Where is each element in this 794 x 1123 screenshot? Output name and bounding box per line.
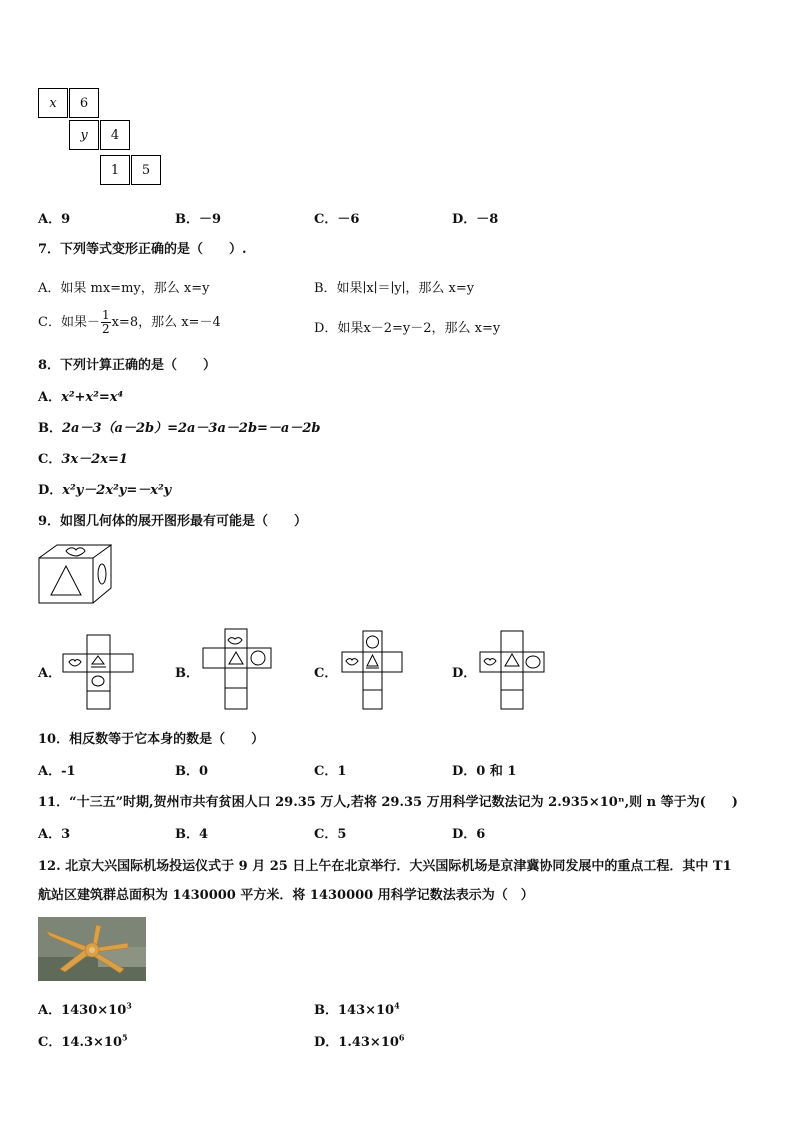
fraction-denominator: 2 (101, 322, 110, 336)
q6-option-c: C．－6 (314, 212, 360, 227)
q8-option-a (38, 386, 123, 405)
airport-aerial-photo (38, 917, 146, 981)
circle-icon (251, 651, 265, 665)
q11-option-d: D．6 (452, 827, 486, 842)
q9-label-c: C． (314, 666, 338, 681)
q6-option-d: D．－8 (452, 212, 499, 227)
q12-option-b (314, 999, 400, 1018)
q12-option-c (38, 1031, 128, 1050)
circle-icon (526, 656, 540, 668)
q12-option-d-exponent: 6 (398, 1032, 405, 1043)
net-option-b (202, 628, 274, 710)
q11-option-c: C．5 (314, 827, 347, 842)
q12-option-b-base: B．143×10 (314, 1003, 395, 1018)
q8-option-c-expr: 3x－2x=1 (61, 452, 128, 467)
q12-option-a-base: A．1430×10 (38, 1003, 127, 1018)
heart-icon (484, 659, 496, 665)
q10-option-a: A．-1 (38, 764, 76, 779)
triangle-icon (51, 566, 81, 595)
q12-option-b-exponent: 4 (394, 1000, 400, 1011)
q12-option-a-exponent: 3 (126, 1000, 132, 1011)
q12-option-c-base: C．14.3×10 (38, 1035, 122, 1050)
triangle-icon (505, 654, 519, 666)
grid-cell-6: 6 (69, 88, 99, 118)
grid-cell-x: x (38, 88, 68, 118)
q7-option-c-prefix: C．如果－ (38, 315, 100, 330)
q12-stem-line2: 航站区建筑群总面积为 1430000 平方米．将 1430000 用科学记数法表示为（ ） (38, 888, 534, 903)
fraction-one-half (101, 309, 111, 336)
net-option-c (341, 630, 403, 710)
q8-option-c (38, 448, 128, 467)
q11-stem: 11．“十三五”时期,贺州市共有贫困人口 29.35 万人,若将 29.35 万用科学记数法记为 2.935×10ⁿ,则 n 等于为( ) (38, 795, 738, 810)
q8-option-b (38, 417, 321, 436)
circle-icon (92, 676, 104, 686)
q7-stem: 7．下列等式变形正确的是（ ）. (38, 242, 247, 257)
q12-option-c-exponent: 5 (122, 1032, 128, 1043)
grid-cell-1: 1 (100, 155, 130, 185)
q8-option-d (38, 479, 171, 498)
cube-front-face (39, 558, 93, 603)
grid-cell-4: 4 (100, 120, 130, 150)
q10-option-d: D．0 和 1 (452, 764, 517, 779)
airport-terminal-shape (38, 917, 146, 981)
circle-icon (98, 564, 106, 584)
q8-option-d-label: D． (38, 483, 63, 498)
grid-cell-y: y (69, 120, 99, 150)
q7-option-a: A．如果 mx=my，那么 x=y (38, 281, 210, 296)
q10-option-c: C．1 (314, 764, 347, 779)
q9-stem: 9．如图几何体的展开图形最有可能是（ ） (38, 514, 308, 529)
q11-option-b: B．4 (175, 827, 209, 842)
net-option-d (479, 630, 545, 710)
q7-option-c-suffix: x=8，那么 x=－4 (111, 315, 221, 330)
q8-option-d-expr: x²y－2x²y=－x²y (62, 483, 172, 498)
q8-stem: 8．下列计算正确的是（ ） (38, 358, 217, 373)
cube-figure (36, 542, 112, 606)
q8-option-b-label: B． (38, 421, 62, 436)
q12-option-d (314, 1031, 405, 1050)
q8-option-a-expr: x²+x²=x⁴ (61, 390, 124, 405)
triangle-icon (229, 652, 243, 664)
circle-icon (367, 636, 379, 648)
cube-right-face (93, 545, 111, 603)
net-option-a (62, 634, 134, 710)
q8-option-c-label: C． (38, 452, 62, 467)
heart-icon (66, 548, 85, 556)
q11-option-a: A．3 (38, 827, 71, 842)
heart-icon (69, 660, 81, 666)
triangle-icon (367, 655, 378, 666)
heart-icon (346, 659, 358, 665)
q7-option-d: D．如果x－2=y－2，那么 x=y (314, 321, 501, 336)
q10-stem: 10．相反数等于它本身的数是（ ） (38, 732, 265, 747)
q9-label-d: D． (452, 666, 477, 681)
q12-option-a (38, 999, 132, 1018)
triangle-icon (92, 656, 104, 664)
q6-option-a: A．9 (38, 212, 71, 227)
q6-option-b: B．－9 (175, 212, 222, 227)
q8-option-b-expr: 2a－3（a－2b）=2a－3a－2b=－a－2b (62, 421, 321, 436)
q9-label-a: A． (38, 666, 62, 681)
q12-option-d-base: D．1.43×10 (314, 1035, 399, 1050)
q12-stem-line1: 12. 北京大兴国际机场投运仪式于 9 月 25 日上午在北京举行．大兴国际机场是京津冀协同发展中的重点工程．其中 T1 (38, 859, 732, 874)
grid-cell-5: 5 (131, 155, 161, 185)
heart-icon (228, 638, 242, 644)
fraction-numerator: 1 (101, 308, 110, 322)
q10-option-b: B．0 (175, 764, 209, 779)
q8-option-a-label: A． (38, 390, 62, 405)
q7-option-b: B．如果∣x∣＝∣y∣，那么 x=y (314, 281, 475, 296)
q7-option-c (38, 309, 221, 336)
q9-label-b: B． (175, 666, 199, 681)
